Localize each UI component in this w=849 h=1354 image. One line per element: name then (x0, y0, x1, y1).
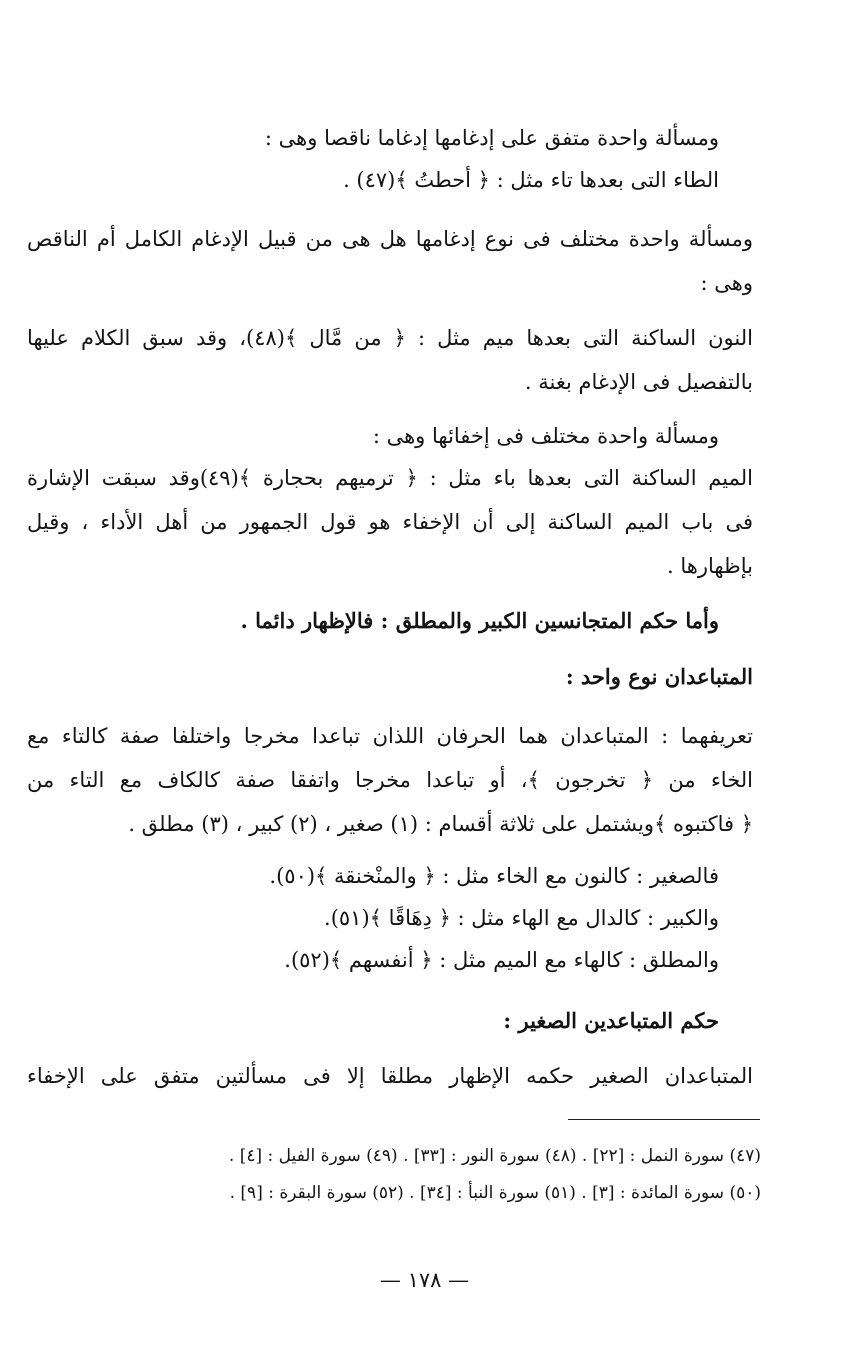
text-line: بإظهارها . (667, 554, 753, 578)
text-line: الميم الساكنة التى بعدها باء مثل : ﴿ ترميهم بحجارة ﴾(٤٩)وقد سبقت الإشارة (27, 466, 753, 490)
example-line: فالصغير : كالنون مع الخاء مثل : ﴿ والمنْخنقة ﴾(٥٠). (269, 864, 719, 888)
example-line: والمطلق : كالهاء مع الميم مثل : ﴿ أنفسهم ﴾(٥٢). (284, 948, 719, 972)
text-line: ومسألة واحدة متفق على إدغامها إدغاما ناقصا وهى : (264, 126, 719, 150)
section-statement: وأما حكم المتجانسين الكبير والمطلق : فالإظهار دائما . (240, 608, 719, 633)
text-line: ومسألة واحدة مختلف فى نوع إدغامها هل هى من قبيل الإدغام الكامل أم الناقص (27, 227, 753, 251)
example-line: والكبير : كالدال مع الهاء مثل : ﴿ دِهَاقًا ﴾(٥١). (324, 906, 719, 930)
section-heading: حكم المتباعدين الصغير : (503, 1008, 719, 1033)
footnote-line: (٤٧) سورة النمل : [٢٢] . (٤٨) سورة النور : [٣٣] . (٤٩) سورة الفيل : [٤] . (228, 1146, 761, 1166)
section-heading: المتباعدان نوع واحد : (565, 664, 753, 689)
text-line: الخاء من ﴿ تخرجون ﴾، أو تباعدا مخرجا واتفقا صفة كالكاف مع التاء من (27, 768, 753, 792)
text-line: فى باب الميم الساكنة إلى أن الإخفاء هو قول الجمهور من أهل الأداء ، وقيل (27, 510, 753, 534)
text-line: بالتفصيل فى الإدغام بغنة . (524, 370, 753, 394)
text-line: النون الساكنة التى بعدها ميم مثل : ﴿ من مَّال ﴾(٤٨)، وقد سبق الكلام عليها (27, 326, 753, 350)
text-line: الطاء التى بعدها تاء مثل : ﴿ أحطتُ ﴾(٤٧) . (343, 168, 719, 192)
text-line: المتباعدان الصغير حكمه الإظهار مطلقا إلا فى مسألتين متفق على الإخفاء (27, 1064, 753, 1088)
footnote-divider (568, 1119, 760, 1120)
page-number: — ١٧٨ — (379, 1268, 470, 1292)
text-line: تعريفهما : المتباعدان هما الحرفان اللذان تباعدا مخرجا واختلفا صفة كالتاء مع (27, 724, 753, 748)
text-line: ﴿ فاكتبوه ﴾ويشتمل على ثلاثة أقسام : (١) صغير ، (٢) كبير ، (٣) مطلق . (128, 812, 753, 836)
text-line: ومسألة واحدة مختلف فى إخفائها وهى : (372, 424, 719, 448)
footnote-line: (٥٠) سورة المائدة : [٣] . (٥١) سورة النبأ : [٣٤] . (٥٢) سورة البقرة : [٩] . (229, 1183, 761, 1203)
text-line: وهى : (700, 271, 753, 295)
